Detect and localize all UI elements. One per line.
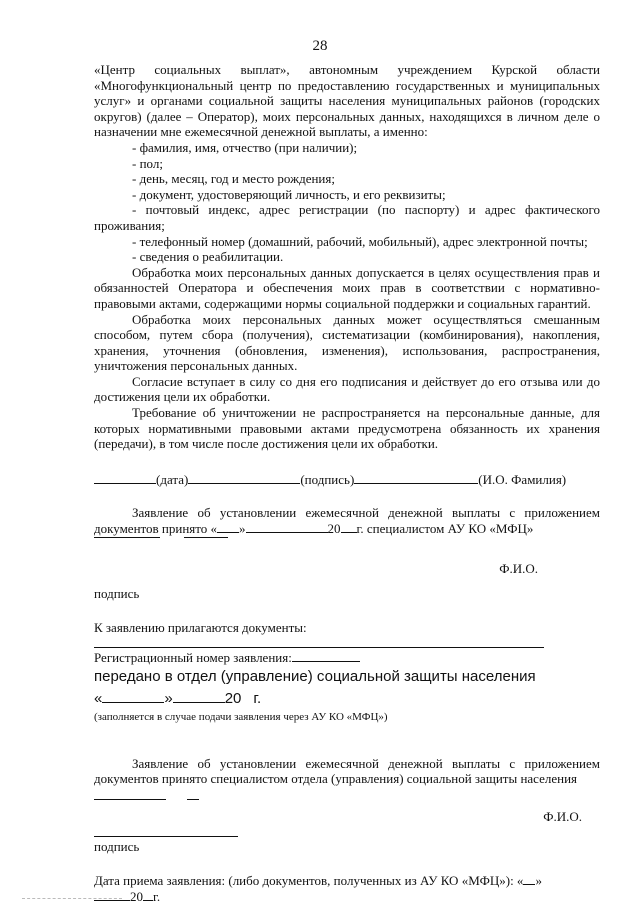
list-item: - телефонный номер (домашний, рабочий, мобильный), адрес электронной почты;: [132, 233, 588, 249]
day-blank[interactable]: [217, 521, 239, 533]
list-item: - фамилия, имя, отчество (при наличии);: [132, 139, 358, 155]
attached-documents-line[interactable]: [94, 647, 544, 648]
oszn-signature-blank[interactable]: [94, 799, 166, 800]
mfc-acceptance-block: [94, 505, 600, 601]
transferred-to-oszn: передано в отдел (управление) социальной защиты населения: [94, 668, 536, 685]
year-blank[interactable]: [341, 521, 357, 533]
oszn-signature-label: подпись: [94, 839, 140, 855]
oszn-signature-line[interactable]: [94, 836, 238, 837]
name-label: (И.О. Фамилия): [478, 471, 567, 487]
document-body: [94, 62, 600, 904]
destruction-paragraph: Требование об уничтожении не распространяется на персональные данные, для которых нормативными правовыми актами предусмотрена обязанность их хранения (передачи), в том числе после достижения цели их обработки.: [94, 405, 600, 452]
oszn-fio-label: Ф.И.О.: [543, 808, 582, 824]
mfc-note: (заполняется в случае подачи заявления через АУ КО «МФЦ»): [94, 711, 388, 723]
mfc-signature-label: подпись: [94, 586, 140, 602]
name-blank[interactable]: [354, 472, 478, 484]
page-number: 28: [312, 38, 328, 54]
method-paragraph: Обработка моих персональных данных может осуществляться смешанным способом, путем сбора (получения), систематизации (комбинирования), накопления, хранения, уточнения (обновления, изменения), использования, распространения, уничтожения персональных данных.: [94, 311, 600, 374]
list-item: - документ, удостоверяющий личность, и его реквизиты;: [132, 186, 446, 202]
list-item: - пол;: [132, 155, 163, 171]
list-item: - почтовый индекс, адрес регистрации (по паспорту) и адрес фактического проживания;: [94, 202, 600, 233]
mfc-acceptance-text: Заявление об установлении ежемесячной денежной выплаты с приложением документов принято « » 20 г. специалистом АУ КО «МФЦ»: [94, 505, 600, 537]
month-blank[interactable]: [246, 521, 328, 533]
date-blank[interactable]: [94, 472, 156, 484]
purpose-paragraph: Обработка моих персональных данных допускается в целях осуществления прав и обязанностей Оператора и обеспечения моих прав в соответствии с нормативно-правовыми актами, содержащими нормы социальной поддержки и социальных гарантий.: [94, 264, 600, 311]
registration-number-blank[interactable]: [292, 650, 360, 662]
oszn-signature-area: [94, 836, 600, 855]
mfc-name-blank[interactable]: [184, 537, 228, 538]
list-item: - сведения о реабилитации.: [132, 249, 284, 265]
signature-blank[interactable]: [188, 472, 300, 484]
date-received: Дата приема заявления: (либо документов, полученных из АУ КО «МФЦ»): « » 20 г.: [94, 872, 542, 904]
oszn-name-blank[interactable]: [187, 799, 199, 800]
registration-number: Регистрационный номер заявления:: [94, 650, 600, 666]
intro-paragraph: «Центр социальных выплат», автономным учреждением Курской области «Многофункциональный центр по предоставлению государственных и муниципальных услуг» и органами социальной защиты населения муниципальных районов (городских округов) (далее – Оператор), моих персональных данных, находящихся в личном деле о назначении мне ежемесячной денежной выплаты, а именно:: [94, 62, 600, 140]
oszn-signature-rules: [94, 791, 600, 805]
mfc-signature-rules: [94, 537, 600, 547]
signature-label: (подпись): [300, 471, 355, 487]
mfc-fio-label: Ф.И.О.: [499, 560, 538, 576]
oszn-acceptance-text: Заявление об установлении ежемесячной денежной выплаты с приложением документов принято специалистом отдела (управления) социальной защиты населения: [94, 755, 600, 787]
date-label: (дата): [156, 471, 189, 487]
received-day-blank[interactable]: [523, 873, 535, 885]
signature-line: [94, 472, 600, 488]
attached-documents-label: К заявлению прилагаются документы:: [94, 619, 307, 635]
transfer-month-blank[interactable]: [173, 688, 225, 703]
transferred-date: « » 20 г.: [94, 690, 262, 707]
oszn-acceptance-block: [94, 756, 600, 855]
scan-edge-marks: [22, 898, 122, 903]
list-item: - день, месяц, год и место рождения;: [132, 171, 335, 187]
transfer-day-month-blank[interactable]: [102, 688, 164, 703]
validity-paragraph: Согласие вступает в силу со дня его подписания и действует до его отзыва или до достижения цели их обработки.: [94, 373, 600, 405]
received-year-blank[interactable]: [143, 889, 153, 901]
mfc-signature-blank[interactable]: [94, 537, 160, 538]
